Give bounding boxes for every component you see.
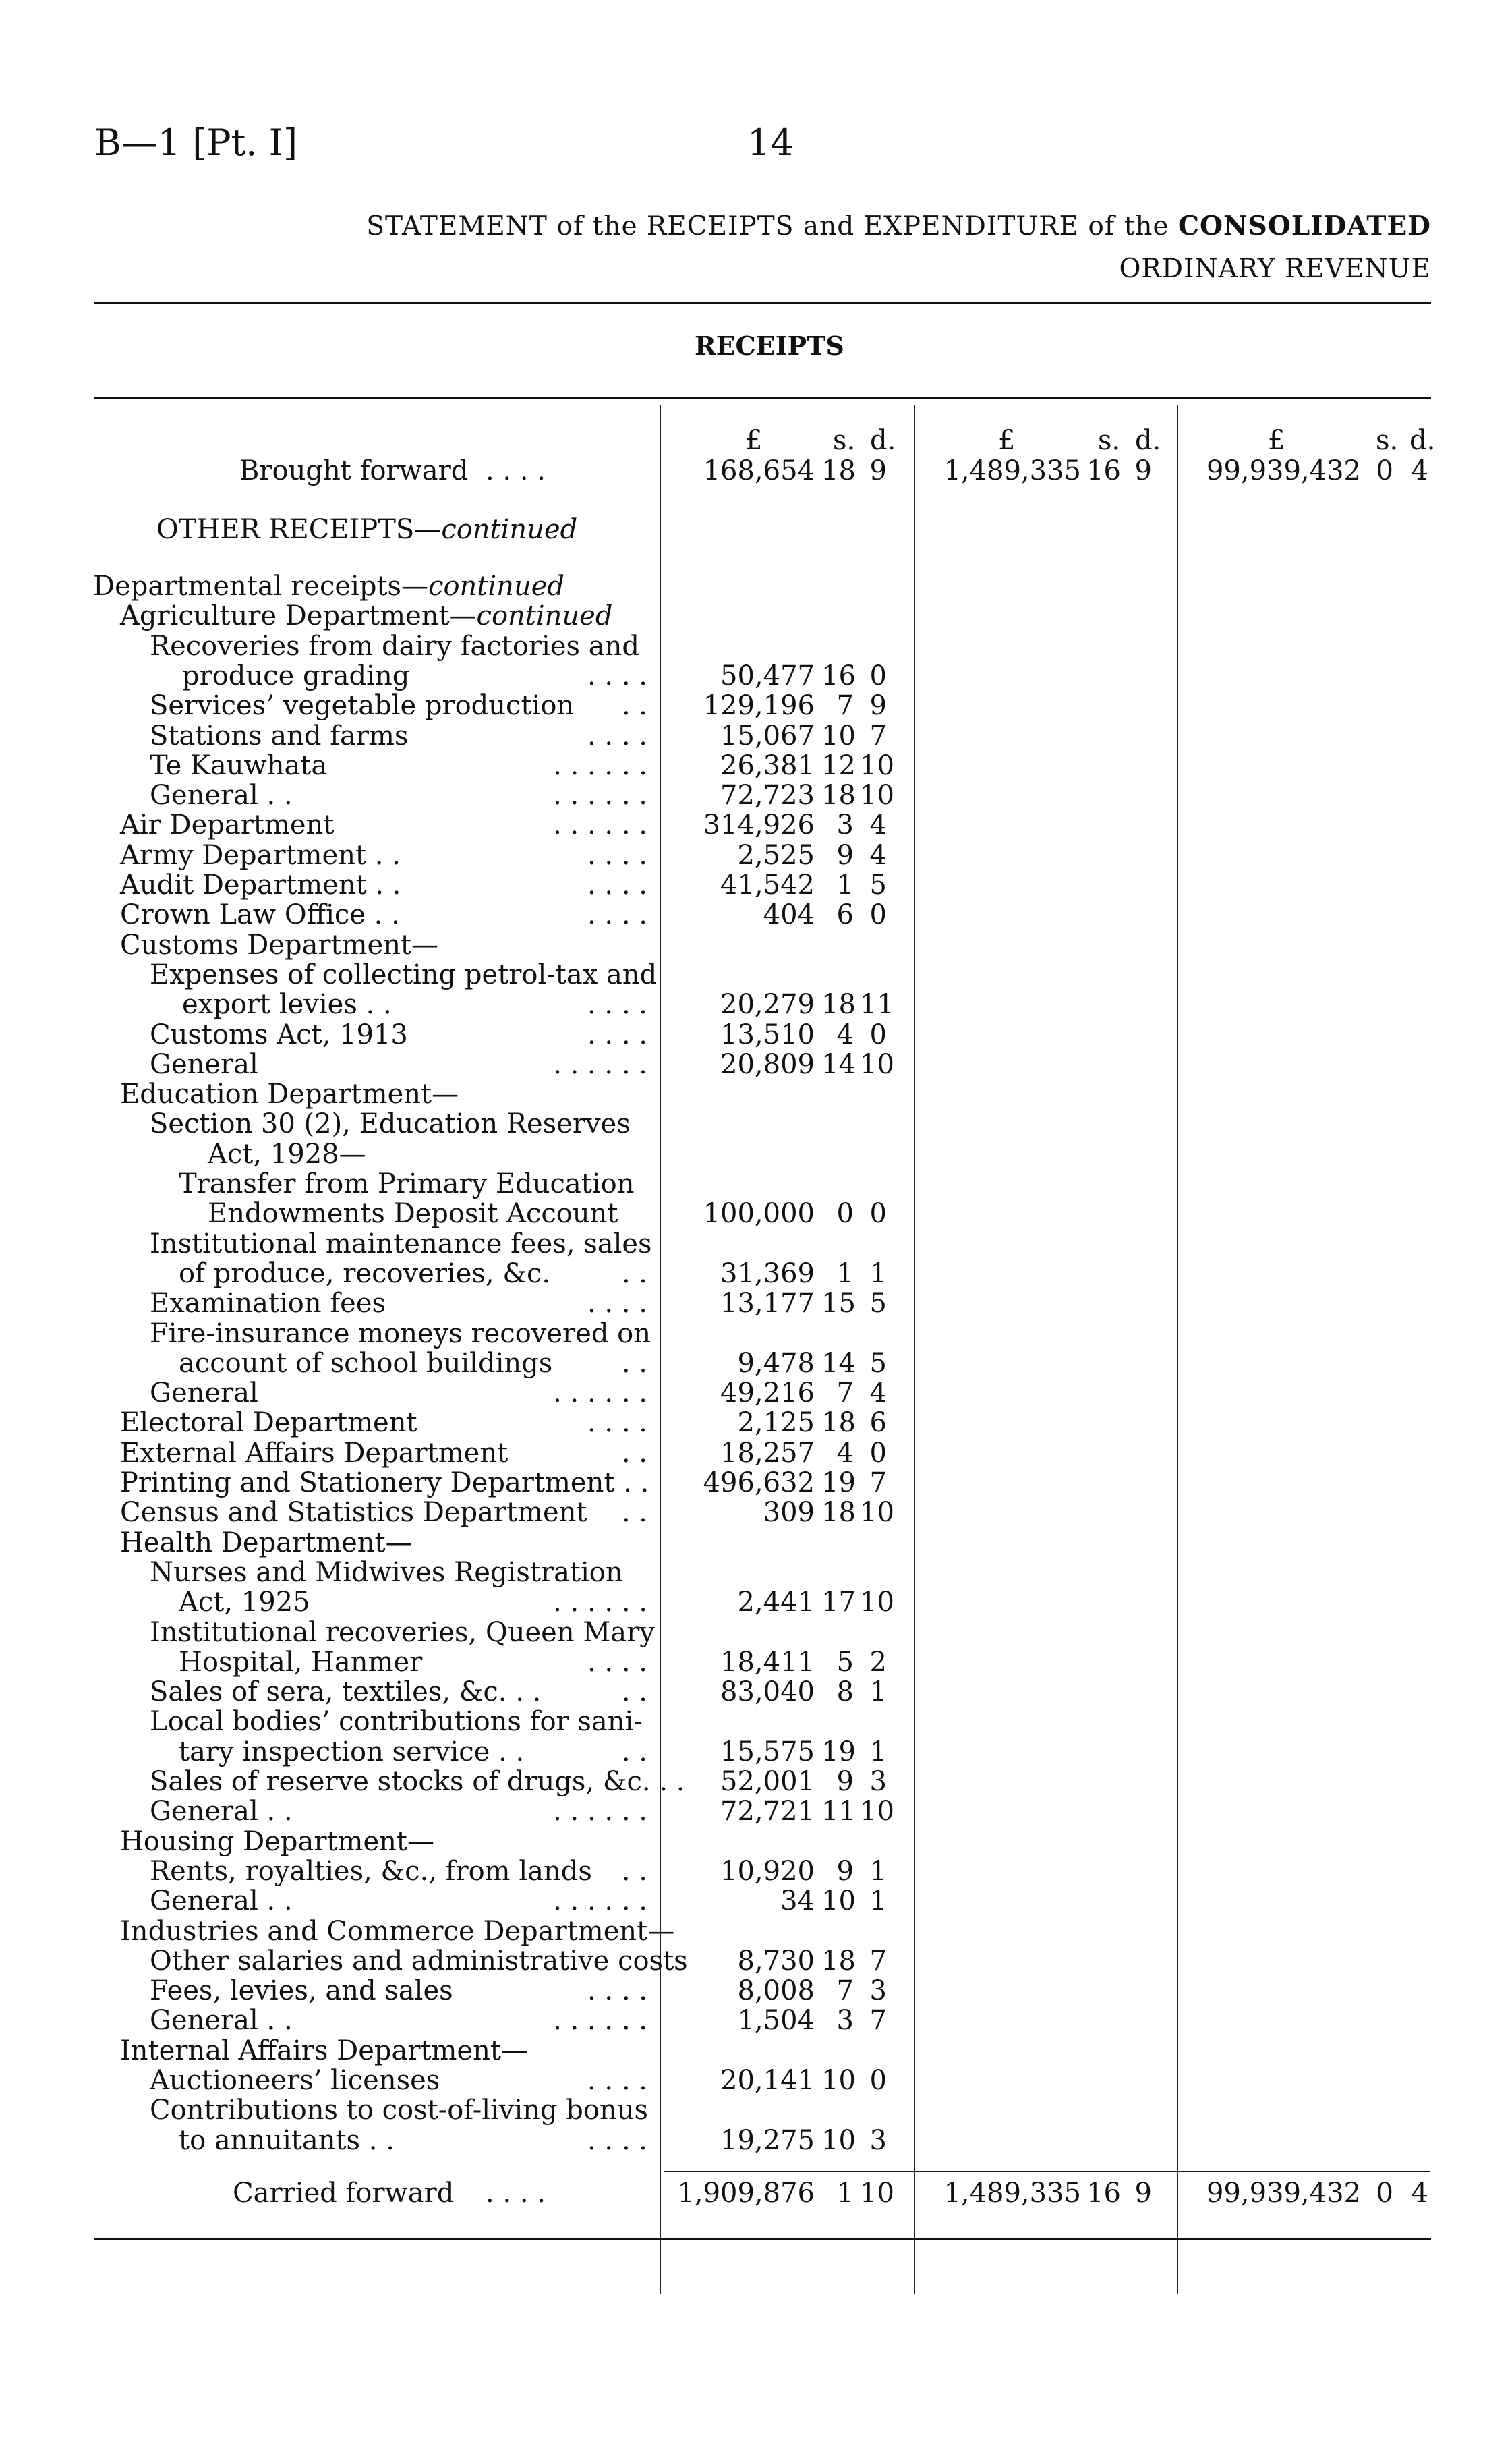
row-leader-dots: . . . .	[587, 840, 647, 871]
row-pence: 6	[869, 1407, 887, 1438]
row-leader-dots: . . . . . .	[553, 1587, 647, 1618]
row-pence: 11	[860, 989, 894, 1020]
row-pence: 1	[869, 1676, 887, 1707]
row-pounds: 15,575	[720, 1736, 815, 1767]
row-text: Examination fees	[150, 1288, 386, 1319]
other-receipts-heading	[156, 514, 577, 545]
row-label	[150, 1049, 258, 1080]
row-leader-dots: . . . .	[587, 1019, 647, 1050]
row-pounds: 2,441	[737, 1587, 815, 1618]
row-pounds: 41,542	[720, 870, 815, 901]
row-pounds: 19,275	[720, 2125, 815, 2156]
row-pence: 7	[869, 1467, 887, 1498]
brought-forward-label: Brought forward	[239, 455, 469, 486]
row-shillings: 3	[836, 2005, 854, 2036]
row-pounds: 72,721	[720, 1796, 815, 1827]
row-label	[150, 1288, 386, 1319]
statement-title-line2: ORDINARY REVENUE	[1119, 254, 1431, 284]
row-text: Te Kauwhata	[150, 750, 328, 781]
row-leader-dots: . . . .	[587, 720, 647, 752]
row-pence: 5	[869, 870, 887, 901]
row-text: Education Department—	[120, 1079, 459, 1110]
row-text: Audit Department . .	[120, 870, 401, 901]
row-leader-dots: . . . . . .	[553, 2005, 647, 2036]
row-text: Act, 1928—	[208, 1139, 366, 1170]
row-label	[150, 1617, 655, 1648]
row-text: General . .	[150, 1886, 293, 1917]
row-text: Sales of reserve stocks of drugs, &c. . .	[150, 1766, 685, 1797]
row-shillings: 10	[821, 2125, 856, 2156]
row-text: Services’ vegetable production	[150, 690, 575, 721]
row-shillings: 1	[836, 870, 854, 901]
brought-forward-col1-pence: 9	[869, 455, 887, 486]
row-text: Rents, royalties, &c., from lands	[150, 1856, 592, 1887]
row-label	[150, 750, 327, 781]
row-text: Customs Department—	[120, 930, 439, 961]
row-text: Army Department . .	[120, 840, 401, 871]
row-label	[120, 600, 612, 631]
row-label	[120, 930, 438, 961]
row-shillings: 10	[821, 2065, 856, 2096]
column-divider-3	[1177, 405, 1178, 2294]
title-prefix: STATEMENT of the RECEIPTS and EXPENDITURE of the	[366, 211, 1179, 242]
row-shillings: 18	[821, 780, 856, 811]
row-pounds: 496,632	[703, 1467, 815, 1498]
row-leader-dots: . . . .	[587, 899, 647, 930]
row-label	[150, 1228, 652, 1259]
brought-forward-col3-shillings: 0	[1376, 455, 1393, 486]
row-text: Hospital, Hanmer	[179, 1647, 423, 1678]
row-leader-dots: . . . . . .	[553, 1796, 647, 1827]
row-pence: 0	[869, 1438, 887, 1469]
row-shillings: 18	[821, 989, 856, 1020]
row-pounds: 309	[763, 1497, 815, 1528]
row-pounds: 72,723	[720, 780, 815, 811]
row-label	[208, 1198, 618, 1229]
row-pounds: 20,809	[720, 1049, 815, 1080]
statement-title-line1	[366, 210, 1431, 242]
row-leader-dots: . .	[621, 1348, 647, 1379]
row-shillings: 18	[821, 1946, 856, 1977]
shilling-header: s.	[1376, 425, 1399, 456]
row-shillings: 6	[836, 899, 854, 930]
row-text: export levies . .	[182, 989, 392, 1020]
row-italic: continued	[476, 600, 613, 631]
row-label	[120, 2035, 528, 2066]
row-pence: 10	[860, 1796, 894, 1827]
row-leader-dots: . . . .	[587, 989, 647, 1020]
carried-forward-col3-pence: 4	[1411, 2178, 1428, 2209]
row-leader-dots: . . . .	[587, 1288, 647, 1319]
row-pence: 0	[869, 1198, 887, 1229]
row-label	[120, 1497, 587, 1528]
row-pence: 1	[869, 1736, 887, 1767]
row-shillings: 4	[836, 1438, 854, 1469]
row-pounds: 8,008	[737, 1975, 815, 2006]
row-text: Act, 1925	[179, 1587, 310, 1618]
totals-rule	[664, 2171, 1430, 2172]
row-label	[150, 1706, 643, 1737]
row-label	[208, 1139, 366, 1170]
row-label	[120, 1527, 413, 1558]
row-leader-dots: . .	[621, 690, 647, 721]
row-pence: 1	[869, 1886, 887, 1917]
row-text: tary inspection service . .	[179, 1736, 525, 1767]
row-label	[150, 1019, 408, 1050]
page-number: 14	[747, 121, 794, 164]
row-shillings: 3	[836, 810, 854, 841]
row-pence: 0	[869, 899, 887, 930]
row-label	[150, 1975, 453, 2006]
row-label	[150, 1108, 631, 1139]
row-pence: 1	[869, 1856, 887, 1887]
row-shillings: 16	[821, 660, 856, 691]
row-pence: 9	[869, 690, 887, 721]
row-label	[179, 2125, 395, 2156]
brought-forward-col3-pence: 4	[1411, 455, 1428, 486]
row-label	[150, 1946, 688, 1977]
row-pence: 7	[869, 2005, 887, 2036]
row-pence: 1	[869, 1258, 887, 1289]
row-leader-dots: . .	[621, 1676, 647, 1707]
carried-forward-col2-pence: 9	[1134, 2178, 1152, 2209]
row-pence: 3	[869, 1975, 887, 2006]
row-label	[120, 899, 400, 930]
row-label	[120, 1407, 417, 1438]
brought-forward-col1-pounds: 168,654	[703, 455, 815, 486]
pound-header: £	[1268, 425, 1285, 456]
row-pence: 0	[869, 1019, 887, 1050]
row-pounds: 26,381	[720, 750, 815, 781]
column-divider-2	[914, 405, 915, 2294]
row-label	[179, 1587, 310, 1618]
row-pounds: 31,369	[720, 1258, 815, 1289]
carried-forward-col3-shillings: 0	[1376, 2178, 1393, 2209]
row-pence: 7	[869, 1946, 887, 1977]
pence-header: d.	[1135, 425, 1161, 456]
row-pounds: 18,257	[720, 1438, 815, 1469]
other-receipts-main: OTHER RECEIPTS—	[156, 514, 442, 545]
row-leader-dots: . . . . . .	[553, 750, 647, 781]
row-shillings: 18	[821, 1407, 856, 1438]
row-leader-dots: . . . . . .	[553, 1049, 647, 1080]
row-text: Housing Department—	[120, 1826, 434, 1857]
brought-forward-col2-pounds: 1,489,335	[943, 455, 1081, 486]
row-text: Expenses of collecting petrol-tax and	[150, 959, 658, 990]
row-label	[120, 1438, 508, 1469]
row-pence: 3	[869, 2125, 887, 2156]
row-shillings: 17	[821, 1587, 856, 1618]
row-text: Printing and Stationery Department . .	[120, 1467, 649, 1498]
row-text: Customs Act, 1913	[150, 1019, 408, 1050]
row-leader-dots: . .	[621, 1438, 647, 1469]
carried-forward-label: Carried forward	[233, 2178, 455, 2209]
row-text: Transfer from Primary Education	[179, 1168, 635, 1199]
row-label	[120, 840, 401, 871]
row-shillings: 0	[836, 1198, 854, 1229]
row-label	[179, 1348, 552, 1379]
row-shillings: 9	[836, 1856, 854, 1887]
row-pounds: 20,279	[720, 989, 815, 1020]
row-pounds: 49,216	[720, 1378, 815, 1409]
row-pence: 0	[869, 2065, 887, 2096]
row-shillings: 9	[836, 840, 854, 871]
row-pounds: 314,926	[703, 810, 815, 841]
brought-forward-col1-shillings: 18	[821, 455, 856, 486]
pence-header: d.	[870, 425, 896, 456]
bottom-rule	[94, 2238, 1431, 2240]
row-text: Recoveries from dairy factories and	[150, 631, 639, 662]
row-leader-dots: . . . .	[587, 660, 647, 691]
row-label	[182, 989, 392, 1020]
row-text: General . .	[150, 2005, 293, 2036]
other-receipts-italic: continued	[441, 514, 578, 545]
row-label	[120, 1079, 459, 1110]
row-leader-dots: . . . . . .	[553, 1378, 647, 1409]
row-text: Fees, levies, and sales	[150, 1975, 453, 2006]
row-text: Air Department	[120, 810, 335, 841]
row-shillings: 1	[836, 1258, 854, 1289]
row-shillings: 14	[821, 1049, 856, 1080]
row-text: General	[150, 1049, 258, 1080]
row-leader-dots: . . . . . .	[553, 780, 647, 811]
row-shillings: 8	[836, 1676, 854, 1707]
row-label	[120, 1916, 674, 1947]
row-pounds: 13,510	[720, 1019, 815, 1050]
row-leader-dots: . . . .	[587, 1975, 647, 2006]
row-label	[150, 690, 574, 721]
row-shillings: 14	[821, 1348, 856, 1379]
row-text: Institutional maintenance fees, sales	[150, 1228, 652, 1259]
row-shillings: 7	[836, 1975, 854, 2006]
row-text: Auctioneers’ licenses	[150, 2065, 440, 2096]
row-pounds: 52,001	[720, 1766, 815, 1797]
row-leader-dots: . .	[621, 1736, 647, 1767]
pound-header: £	[745, 425, 763, 456]
carried-forward-col1-pence: 10	[860, 2178, 894, 2209]
row-shillings: 7	[836, 1378, 854, 1409]
row-shillings: 19	[821, 1467, 856, 1498]
brought-forward-dots: . . . .	[486, 455, 546, 486]
row-shillings: 5	[836, 1647, 854, 1678]
row-label	[150, 720, 408, 752]
row-leader-dots: . . . . . .	[553, 1886, 647, 1917]
row-text: Crown Law Office . .	[120, 899, 400, 930]
section-heading: RECEIPTS	[695, 331, 844, 361]
row-pence: 10	[860, 780, 894, 811]
carried-forward-col2-pounds: 1,489,335	[943, 2178, 1081, 2209]
row-shillings: 15	[821, 1288, 856, 1319]
row-pence: 4	[869, 810, 887, 841]
row-label	[120, 810, 334, 841]
brought-forward-col3-pounds: 99,939,432	[1206, 455, 1361, 486]
row-shillings: 12	[821, 750, 856, 781]
carried-forward-col1-pounds: 1,909,876	[677, 2178, 815, 2209]
row-label	[179, 1647, 422, 1678]
row-text: Stations and farms	[150, 720, 409, 752]
row-label	[150, 1886, 293, 1917]
row-text: Other salaries and administrative costs	[150, 1946, 688, 1977]
row-pounds: 20,141	[720, 2065, 815, 2096]
row-leader-dots: . . . .	[587, 2065, 647, 2096]
row-pounds: 13,177	[720, 1288, 815, 1319]
row-pounds: 9,478	[737, 1348, 815, 1379]
title-rule	[94, 302, 1431, 304]
row-pence: 4	[869, 840, 887, 871]
document-reference: B—1 [Pt. I]	[94, 121, 298, 164]
row-pounds: 8,730	[737, 1946, 815, 1977]
row-label	[150, 2065, 440, 2096]
row-text: of produce, recoveries, &c.	[179, 1258, 551, 1289]
row-label	[150, 1766, 685, 1797]
row-pence: 10	[860, 1587, 894, 1618]
row-text: Census and Statistics Department	[120, 1497, 587, 1528]
pound-header: £	[998, 425, 1016, 456]
row-leader-dots: . . . .	[587, 870, 647, 901]
row-label	[182, 660, 409, 691]
row-italic: continued	[428, 571, 564, 602]
row-leader-dots: . . . .	[587, 1647, 647, 1678]
carried-forward-col1-shillings: 1	[836, 2178, 854, 2209]
section-rule	[94, 397, 1431, 399]
row-pence: 4	[869, 1378, 887, 1409]
row-pounds: 404	[763, 899, 815, 930]
row-text: Health Department—	[120, 1527, 413, 1558]
row-text: Fire-insurance moneys recovered on	[150, 1318, 651, 1349]
row-text: to annuitants . .	[179, 2125, 395, 2156]
row-label	[120, 1467, 649, 1498]
row-text: Sales of sera, textiles, &c. . .	[150, 1676, 542, 1707]
row-label	[150, 2095, 648, 2126]
row-label	[150, 1318, 651, 1349]
carried-forward-col3-pounds: 99,939,432	[1206, 2178, 1361, 2209]
row-text: Local bodies’ contributions for sani-	[150, 1706, 643, 1737]
row-leader-dots: . .	[621, 1497, 647, 1528]
row-text: Section 30 (2), Education Reserves	[150, 1108, 631, 1139]
row-text: Agriculture Department—	[120, 600, 477, 631]
row-label	[150, 631, 639, 662]
row-label	[93, 571, 564, 602]
row-label	[179, 1736, 524, 1767]
row-pence: 3	[869, 1766, 887, 1797]
carried-forward-col2-shillings: 16	[1086, 2178, 1121, 2209]
row-label	[150, 780, 293, 811]
row-text: Industries and Commerce Department—	[120, 1916, 675, 1947]
row-label	[150, 1796, 293, 1827]
row-label	[120, 1826, 434, 1857]
title-bold: CONSOLIDATED	[1178, 210, 1431, 242]
row-pounds: 50,477	[720, 660, 815, 691]
row-text: Institutional recoveries, Queen Mary	[150, 1617, 655, 1648]
row-label	[150, 2005, 293, 2036]
shilling-header: s.	[833, 425, 856, 456]
brought-forward-col2-shillings: 16	[1086, 455, 1121, 486]
row-label	[120, 870, 401, 901]
row-text: Endowments Deposit Account	[208, 1198, 618, 1229]
row-label	[150, 1856, 592, 1887]
row-text: produce grading	[182, 660, 410, 691]
row-shillings: 18	[821, 1497, 856, 1528]
row-pence: 10	[860, 1497, 894, 1528]
row-shillings: 7	[836, 690, 854, 721]
row-leader-dots: . . . .	[587, 2125, 647, 2156]
row-pounds: 129,196	[703, 690, 815, 721]
row-pence: 5	[869, 1288, 887, 1319]
row-label	[150, 959, 657, 990]
row-pence: 5	[869, 1348, 887, 1379]
row-shillings: 9	[836, 1766, 854, 1797]
row-pounds: 15,067	[720, 720, 815, 752]
row-label	[150, 1676, 541, 1707]
pence-header: d.	[1409, 425, 1436, 456]
shilling-header: s.	[1098, 425, 1121, 456]
row-leader-dots: . . . .	[587, 1407, 647, 1438]
row-shillings: 10	[821, 720, 856, 752]
row-text: Contributions to cost-of-living bonus	[150, 2095, 649, 2126]
row-text: General . .	[150, 1796, 293, 1827]
row-text: account of school buildings	[179, 1348, 553, 1379]
row-label	[179, 1258, 550, 1289]
row-pounds: 10,920	[720, 1856, 815, 1887]
row-pence: 10	[860, 1049, 894, 1080]
row-label	[150, 1378, 258, 1409]
row-label	[150, 1557, 623, 1588]
row-pounds: 2,125	[737, 1407, 815, 1438]
row-leader-dots: . . . . . .	[553, 810, 647, 841]
row-shillings: 4	[836, 1019, 854, 1050]
row-pounds: 34	[780, 1886, 815, 1917]
row-text: Electoral Department	[120, 1407, 417, 1438]
row-text: General	[150, 1378, 258, 1409]
row-pence: 7	[869, 720, 887, 752]
row-pounds: 100,000	[703, 1198, 815, 1229]
row-text: General . .	[150, 780, 293, 811]
row-pounds: 1,504	[737, 2005, 815, 2036]
row-shillings: 11	[821, 1796, 856, 1827]
row-text: Internal Affairs Department—	[120, 2035, 528, 2066]
row-pence: 0	[869, 660, 887, 691]
row-pence: 10	[860, 750, 894, 781]
row-label	[179, 1168, 634, 1199]
row-pounds: 2,525	[737, 840, 815, 871]
row-pence: 2	[869, 1647, 887, 1678]
row-text: Nurses and Midwives Registration	[150, 1557, 623, 1588]
row-leader-dots: . .	[621, 1856, 647, 1887]
row-pounds: 83,040	[720, 1676, 815, 1707]
row-leader-dots: . .	[621, 1258, 647, 1289]
row-text: Departmental receipts—	[93, 571, 429, 602]
row-shillings: 10	[821, 1886, 856, 1917]
row-shillings: 19	[821, 1736, 856, 1767]
carried-forward-dots: . . . .	[486, 2178, 546, 2209]
row-pounds: 18,411	[720, 1647, 815, 1678]
brought-forward-col2-pence: 9	[1134, 455, 1152, 486]
row-text: External Affairs Department	[120, 1438, 508, 1469]
